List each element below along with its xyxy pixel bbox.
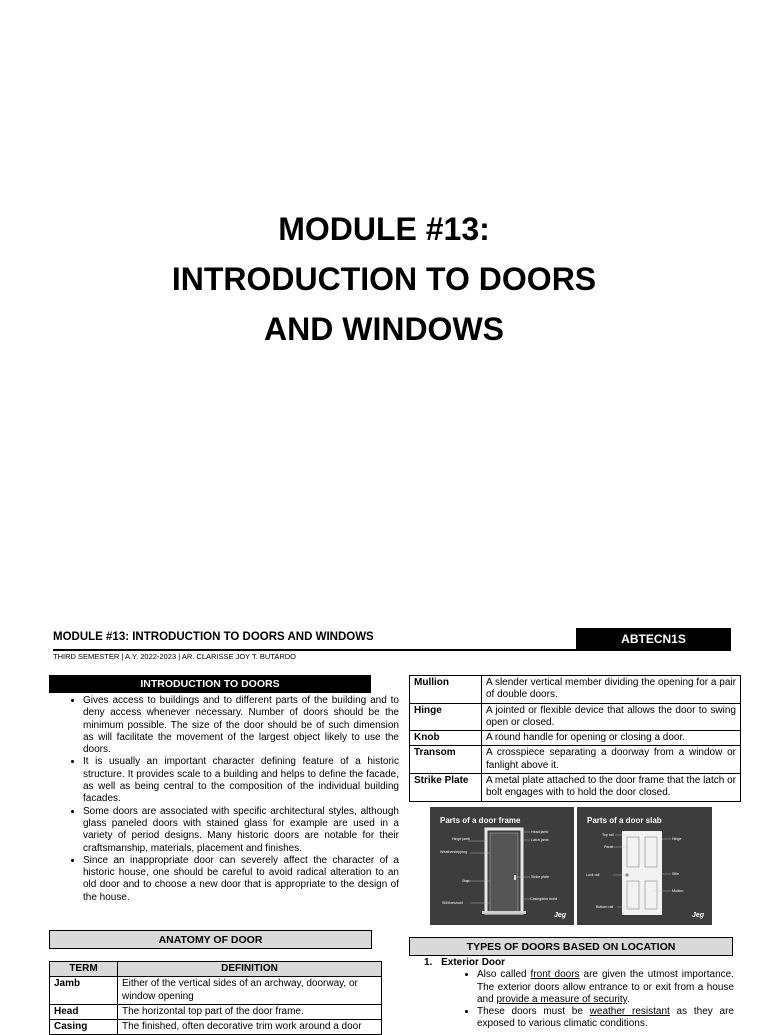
table-row — [50, 1020, 382, 1035]
table-header-row — [50, 962, 382, 977]
column-header-definition: DEFINITION — [118, 962, 382, 977]
text-run: as they are exposed to various climatic conditions. — [477, 1006, 734, 1030]
list-item — [412, 957, 734, 969]
cover-title-line-1: MODULE #13: — [278, 211, 490, 247]
underlined-text: weather resistant — [589, 1006, 670, 1018]
list-item — [477, 969, 734, 1006]
underlined-text: front doors — [530, 969, 580, 981]
definition-cell: A metal plate attached to the door frame that the latch or bolt engages with to hold the door closed. — [482, 774, 741, 802]
intro-bullet: • Some doors are associated with specific architectural styles, although glass paneled doors with stained glass for example are used in a variety of period designs. Many historic doors are notable for their craftsmanship, materials, placement and finishes. — [83, 806, 399, 855]
table-row — [50, 1004, 382, 1019]
brand-logo: Jeg — [553, 912, 566, 919]
casing-trim-label: Casing/trim mold — [530, 897, 557, 901]
module-header-title: MODULE #13: INTRODUCTION TO DOORS AND WINDOWS — [53, 631, 374, 643]
intro-bullet: • It is usually an important character defining feature of a historic structure. It provides scale to a building and helps to define the facade, as well as being central to the composition of the individual building facades. — [83, 756, 399, 805]
location-types-heading: TYPES OF DOORS BASED ON LOCATION — [409, 937, 733, 956]
top-rail-label: Top rail — [602, 833, 614, 837]
anatomy-heading: ANATOMY OF DOOR — [49, 930, 372, 949]
term-cell: Knob — [410, 731, 482, 746]
cover-title-line-3: AND WINDOWS — [264, 311, 504, 347]
location-types-list — [412, 957, 734, 1031]
text-run: are given the utmost importance. The exterior doors allow entrance to or exit from a house and — [477, 969, 734, 1005]
stop-label: Stop — [462, 879, 470, 883]
column-header-term: TERM — [50, 962, 118, 977]
door-frame-diagram — [430, 807, 574, 925]
term-cell: Hinge — [410, 703, 482, 731]
term-cell: Jamb — [50, 977, 118, 1005]
table-row — [410, 774, 741, 802]
term-cell: Casing — [50, 1020, 118, 1035]
door-frame-diagram-title: Parts of a door frame — [440, 816, 521, 825]
hinge-jamb-label: Hinge jamb — [452, 837, 471, 841]
term-cell: Mullion — [410, 676, 482, 704]
door-parts-table — [409, 675, 741, 802]
intro-heading: INTRODUCTION TO DOORS — [49, 675, 371, 693]
definition-cell: Either of the vertical sides of an archway, doorway, or window opening — [118, 977, 382, 1005]
bottom-rail-label: Bottom rail — [596, 905, 614, 909]
term-cell: Head — [50, 1004, 118, 1019]
list-item — [477, 1006, 734, 1031]
door-frame-illustration — [430, 807, 574, 925]
definition-cell: The finished, often decorative trim work around a door — [118, 1020, 382, 1035]
table-row — [410, 676, 741, 704]
panel-label: Panel — [604, 845, 614, 849]
cover-title-line-2: INTRODUCTION TO DOORS — [171, 261, 597, 297]
intro-bullet: • Since an inappropriate door can severely affect the character of a historic house, one should be careful to avoid radical alteration to an old door and to choose a new door that is appropriate to the design of the house. — [83, 855, 399, 904]
definition-cell: The horizontal top part of the door frame. — [118, 1004, 382, 1019]
definition-cell: A jointed or flexible device that allows the door to swing open or closed. — [482, 703, 741, 731]
term-cell: Transom — [410, 746, 482, 774]
intro-bullet: • Gives access to buildings and to different parts of the building and to deny access whenever necessary. Number of doors should be the minimum possible. The size of the door should be of such dimension as will facilitate the movement of the largest object likely to use the doors. — [83, 695, 399, 756]
header-rule — [53, 649, 731, 651]
head-jamb-label: Head jamb — [531, 830, 549, 834]
text-run: These doors must be — [477, 1006, 590, 1018]
sill-threshold-label: Sill/threshold — [442, 901, 463, 905]
text-run: . — [626, 993, 630, 1005]
latch-jamb-label: Latch jamb — [531, 838, 549, 842]
door-slab-diagram — [577, 807, 712, 925]
cover-title — [0, 204, 768, 354]
definition-cell: A crosspiece separating a doorway from a window or fanlight above it. — [482, 746, 741, 774]
exterior-door-bullets — [412, 969, 734, 1030]
text-run: Also called — [477, 969, 531, 981]
brand-logo: Jeg — [691, 912, 704, 919]
table-row — [50, 977, 382, 1005]
item-number: 1. — [424, 957, 433, 968]
lock-rail-label: Lock rail — [586, 873, 600, 877]
item-title: Exterior Door — [441, 957, 506, 968]
strike-plate-label: Strike plate — [531, 875, 549, 879]
course-code-badge: ABTECN1S — [576, 628, 731, 650]
table-row — [410, 731, 741, 746]
intro-bullet-list — [58, 695, 399, 904]
term-cell: Strike Plate — [410, 774, 482, 802]
mullion-label: Mullion — [672, 889, 684, 893]
hinge-label: Hinge — [672, 837, 682, 841]
table-row — [410, 703, 741, 731]
definition-cell: A round handle for opening or closing a door. — [482, 731, 741, 746]
header-subtitle: THIRD SEMESTER | A.Y. 2022-2023 | AR. CLARISSE JOY T. BUTARDO — [53, 652, 297, 661]
weatherstripping-label: Weatherstripping — [440, 850, 468, 854]
underlined-text: provide a measure of security — [496, 993, 627, 1005]
table-row — [410, 746, 741, 774]
definition-cell: A slender vertical member dividing the opening for a pair of double doors. — [482, 676, 741, 704]
door-slab-diagram-title: Parts of a door slab — [587, 816, 662, 825]
stile-label: Stile — [672, 872, 679, 876]
